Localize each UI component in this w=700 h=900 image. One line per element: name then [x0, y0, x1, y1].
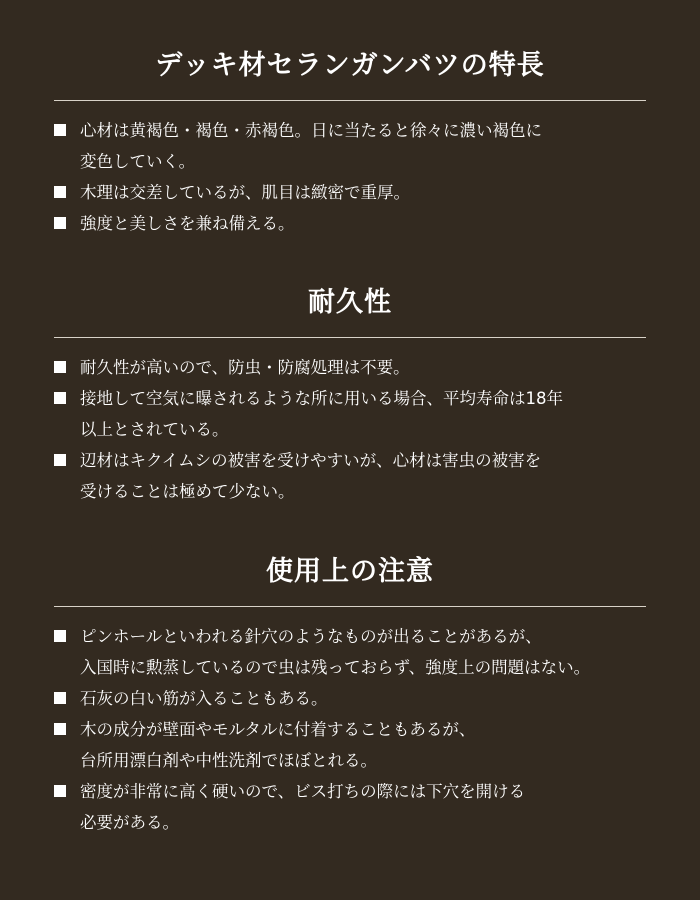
list-item — [54, 352, 646, 383]
square-bullet-icon — [54, 217, 66, 229]
list-item-text: 入国時に勲蒸しているので虫は残っておらず、強度上の問題はない。 — [80, 658, 591, 677]
list-item-text: 石灰の白い筋が入ることもある。 — [80, 689, 328, 708]
list-item-text: 以上とされている。 — [80, 420, 229, 439]
square-bullet-icon — [54, 186, 66, 198]
list-item-text: 木理は交差しているが、肌目は緻密で重厚。 — [80, 183, 410, 202]
list-item-text: 台所用漂白剤や中性洗剤でほぼとれる。 — [80, 751, 377, 770]
section-title-features: デッキ材セランガンバツの特長 — [155, 50, 545, 81]
square-bullet-icon — [54, 124, 66, 136]
section-features — [54, 46, 646, 239]
list-item-text: 辺材はキクイムシの被害を受けやすいが、心材は害虫の被害を — [80, 451, 542, 470]
section-title-precautions: 使用上の注意 — [266, 556, 434, 587]
list-item — [54, 776, 646, 838]
list-item-text: 強度と美しさを兼ね備える。 — [80, 214, 295, 233]
square-bullet-icon — [54, 723, 66, 735]
square-bullet-icon — [54, 785, 66, 797]
list-item — [54, 714, 646, 776]
list-item-text: 木の成分が壁面やモルタルに付着することもあるが、 — [80, 720, 476, 739]
square-bullet-icon — [54, 630, 66, 642]
square-bullet-icon — [54, 454, 66, 466]
section-divider — [54, 606, 646, 607]
square-bullet-icon — [54, 692, 66, 704]
list-item — [54, 683, 646, 714]
square-bullet-icon — [54, 361, 66, 373]
section-durability — [54, 283, 646, 507]
list-item-text: 変色していく。 — [80, 152, 196, 171]
list-item — [54, 445, 646, 507]
list-item — [54, 208, 646, 239]
list-item — [54, 383, 646, 445]
section-precautions — [54, 552, 646, 838]
square-bullet-icon — [54, 392, 66, 404]
list-item-text: ピンホールといわれる針穴のようなものが出ることがあるが、 — [80, 627, 542, 646]
list-item-text: 心材は黄褐色・褐色・赤褐色。日に当たると徐々に濃い褐色に — [80, 121, 542, 140]
list-item-text: 受けることは極めて少ない。 — [80, 482, 295, 501]
durability-list — [54, 352, 646, 507]
list-item — [54, 115, 646, 177]
list-item — [54, 621, 646, 683]
list-item-text: 必要がある。 — [80, 813, 179, 832]
list-item-text: 接地して空気に曝されるような所に用いる場合、平均寿命は18年 — [80, 389, 563, 408]
list-item-text: 耐久性が高いので、防虫・防腐処理は不要。 — [80, 358, 410, 377]
list-item — [54, 177, 646, 208]
section-divider — [54, 337, 646, 338]
list-item-text: 密度が非常に高く硬いので、ビス打ちの際には下穴を開ける — [80, 782, 526, 801]
section-title-durability: 耐久性 — [308, 287, 392, 318]
section-divider — [54, 100, 646, 101]
features-list — [54, 115, 646, 239]
precautions-list — [54, 621, 646, 838]
